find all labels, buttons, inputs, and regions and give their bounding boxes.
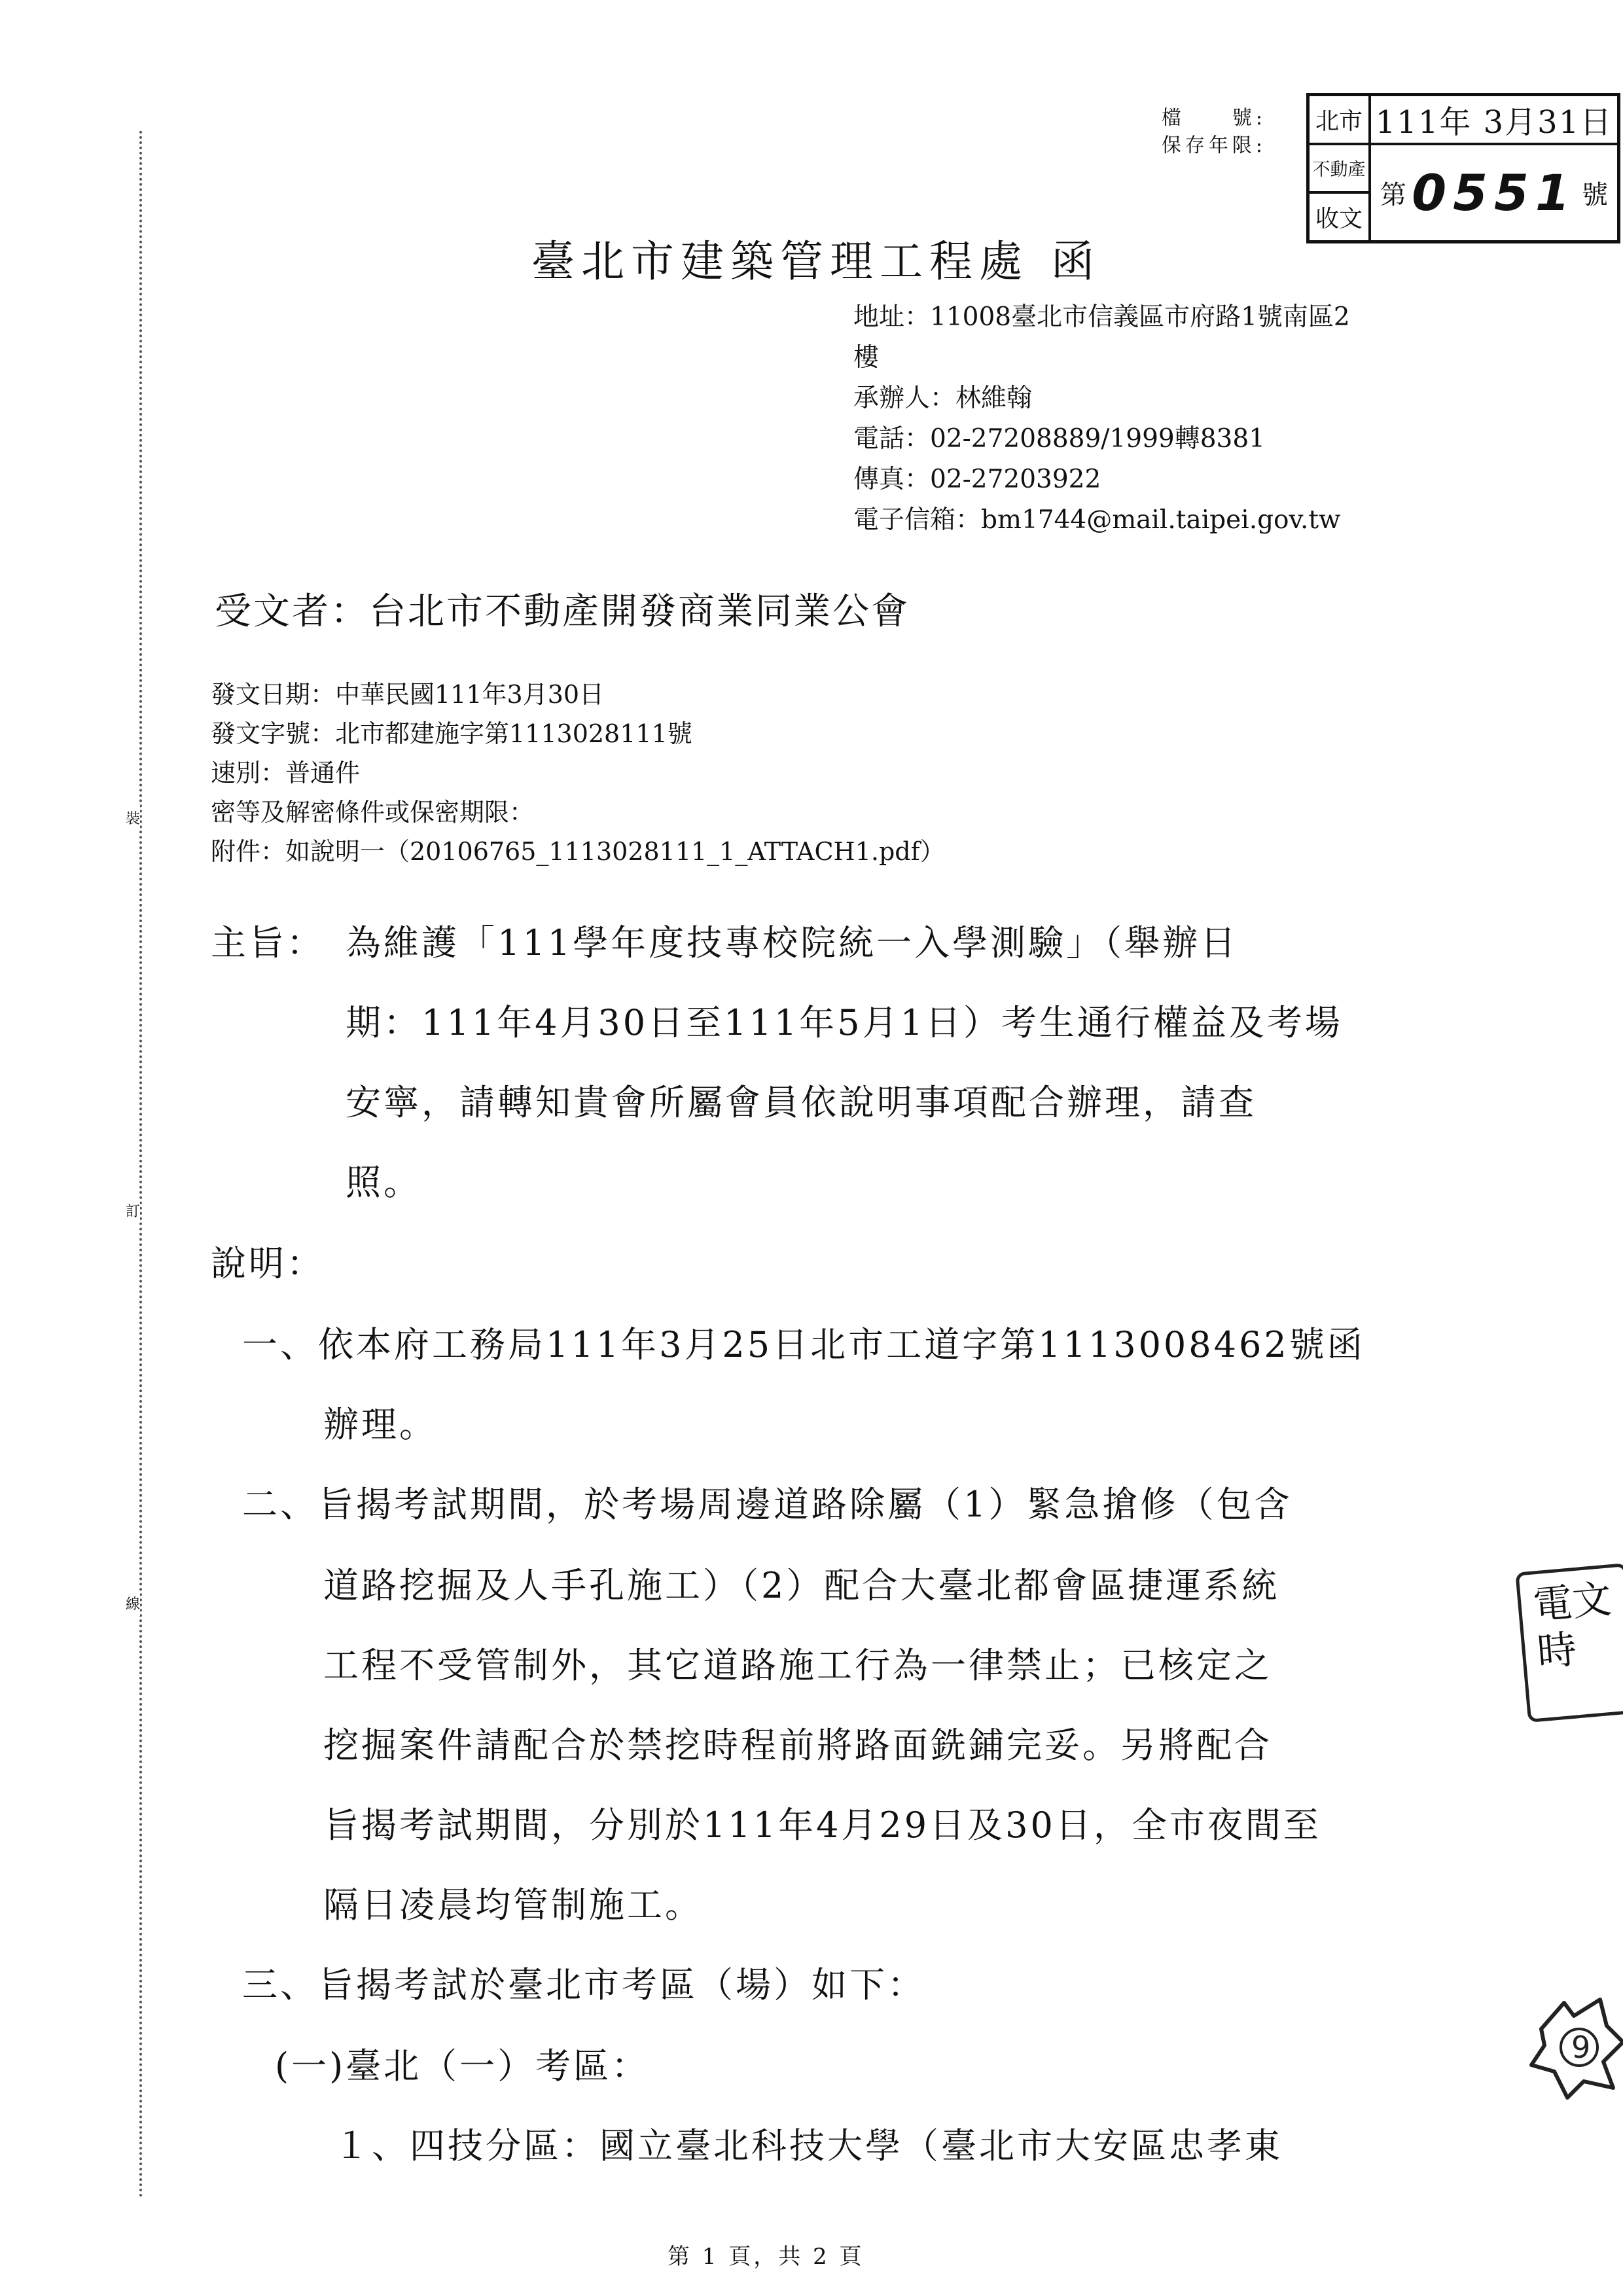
retention-label: 保存年限: xyxy=(1161,134,1266,157)
contact-fax: 傳真：02-27203922 xyxy=(853,465,1101,494)
contact-email: 電子信箱：bm1744@mail.taipei.gov.tw xyxy=(853,505,1341,535)
subject-line: 為維護「111學年度技專校院統一入學測驗」（舉辦日 xyxy=(346,922,1239,963)
electronic-doc-stamp: 電文時 xyxy=(1515,1563,1623,1723)
explanation-item-3: 三、旨揭考試於臺北市考區（場）如下： xyxy=(242,1964,925,2005)
seal-text: 9 xyxy=(1571,2030,1591,2065)
exam-district-item: １、四技分區：國立臺北科技大學（臺北市大安區忠孝東 xyxy=(334,2125,1283,2166)
attachment: 附件：如說明一（20106765_1113028111_1_ATTACH1.pdf） xyxy=(211,837,945,866)
explanation-item-2-cont: 道路挖掘及人手孔施工）（2）配合大臺北都會區捷運系統 xyxy=(323,1565,1280,1606)
stamp-number-prefix: 第 xyxy=(1380,179,1406,210)
explanation-label: 說明： xyxy=(211,1243,325,1284)
subject-line: 安寧，請轉知貴會所屬會員依說明事項配合辦理，請查 xyxy=(346,1082,1257,1123)
stamp-org-top: 北市 xyxy=(1308,95,1370,144)
file-number-label: 檔 號: xyxy=(1161,107,1266,130)
issue-date: 發文日期：中華民國111年3月30日 xyxy=(211,680,605,709)
binding-mark-xian: 線 xyxy=(126,1590,140,1616)
document-title xyxy=(531,226,1101,289)
explanation-item-1-cont: 辦理。 xyxy=(323,1404,437,1445)
stamp-date: 111年 3月31日 xyxy=(1370,95,1618,144)
subject-line: 照。 xyxy=(346,1162,421,1203)
receiving-stamp xyxy=(1306,93,1620,243)
explanation-item-2-cont: 隔日凌晨均管制施工。 xyxy=(323,1884,703,1926)
subject-label: 主旨： xyxy=(211,922,325,963)
recipient: 受文者：台北市不動產開發商業同業公會 xyxy=(215,590,910,633)
explanation-item-2-cont: 工程不受管制外，其它道路施工行為一律禁止；已核定之 xyxy=(323,1645,1272,1686)
seal-icon xyxy=(1528,1990,1623,2101)
page-footer: 第 1 頁，共 2 頁 xyxy=(668,2244,865,2270)
contact-handler: 承辦人：林維翰 xyxy=(853,384,1033,413)
stamp-number-suffix: 號 xyxy=(1582,179,1608,210)
document-type: 函 xyxy=(1051,236,1101,287)
exam-district-heading: (一)臺北（一）考區： xyxy=(275,2045,650,2087)
binding-mark-zhuang: 裝 xyxy=(126,805,140,831)
binding-line xyxy=(139,131,142,2199)
explanation-item-2-cont: 旨揭考試期間，分別於111年4月29日及30日，全市夜間至 xyxy=(323,1804,1321,1846)
subject-line: 期：111年4月30日至111年5月1日）考生通行權益及考場 xyxy=(346,1002,1343,1043)
contact-phone: 電話：02-27208889/1999轉8381 xyxy=(853,424,1265,454)
secrecy-level: 密等及解密條件或保密期限： xyxy=(211,798,535,827)
contact-address-line1: 地址：11008臺北市信義區市府路1號南區2 xyxy=(853,302,1350,332)
explanation-item-2-cont: 挖掘案件請配合於禁挖時程前將路面銑鋪完妥。另將配合 xyxy=(323,1725,1272,1766)
stamp-number: 0551 xyxy=(1412,163,1577,222)
stamp-org-bottom: 收文 xyxy=(1308,192,1370,242)
explanation-item-1: 一、依本府工務局111年3月25日北市工道字第1113008462號函 xyxy=(242,1324,1365,1365)
stamp-org-mid: 不動產 xyxy=(1308,144,1370,193)
agency-name: 臺北市建築管理工程處 xyxy=(531,236,1029,287)
delivery-speed: 速別：普通件 xyxy=(211,759,361,787)
binding-mark-ding: 訂 xyxy=(126,1198,140,1223)
document-number: 發文字號：北市都建施字第1113028111號 xyxy=(211,719,692,748)
stamp-number-row xyxy=(1370,144,1618,242)
explanation-item-2: 二、旨揭考試期間，於考場周邊道路除屬（1）緊急搶修（包含 xyxy=(242,1484,1293,1525)
contact-address-line2: 樓 xyxy=(853,343,880,372)
